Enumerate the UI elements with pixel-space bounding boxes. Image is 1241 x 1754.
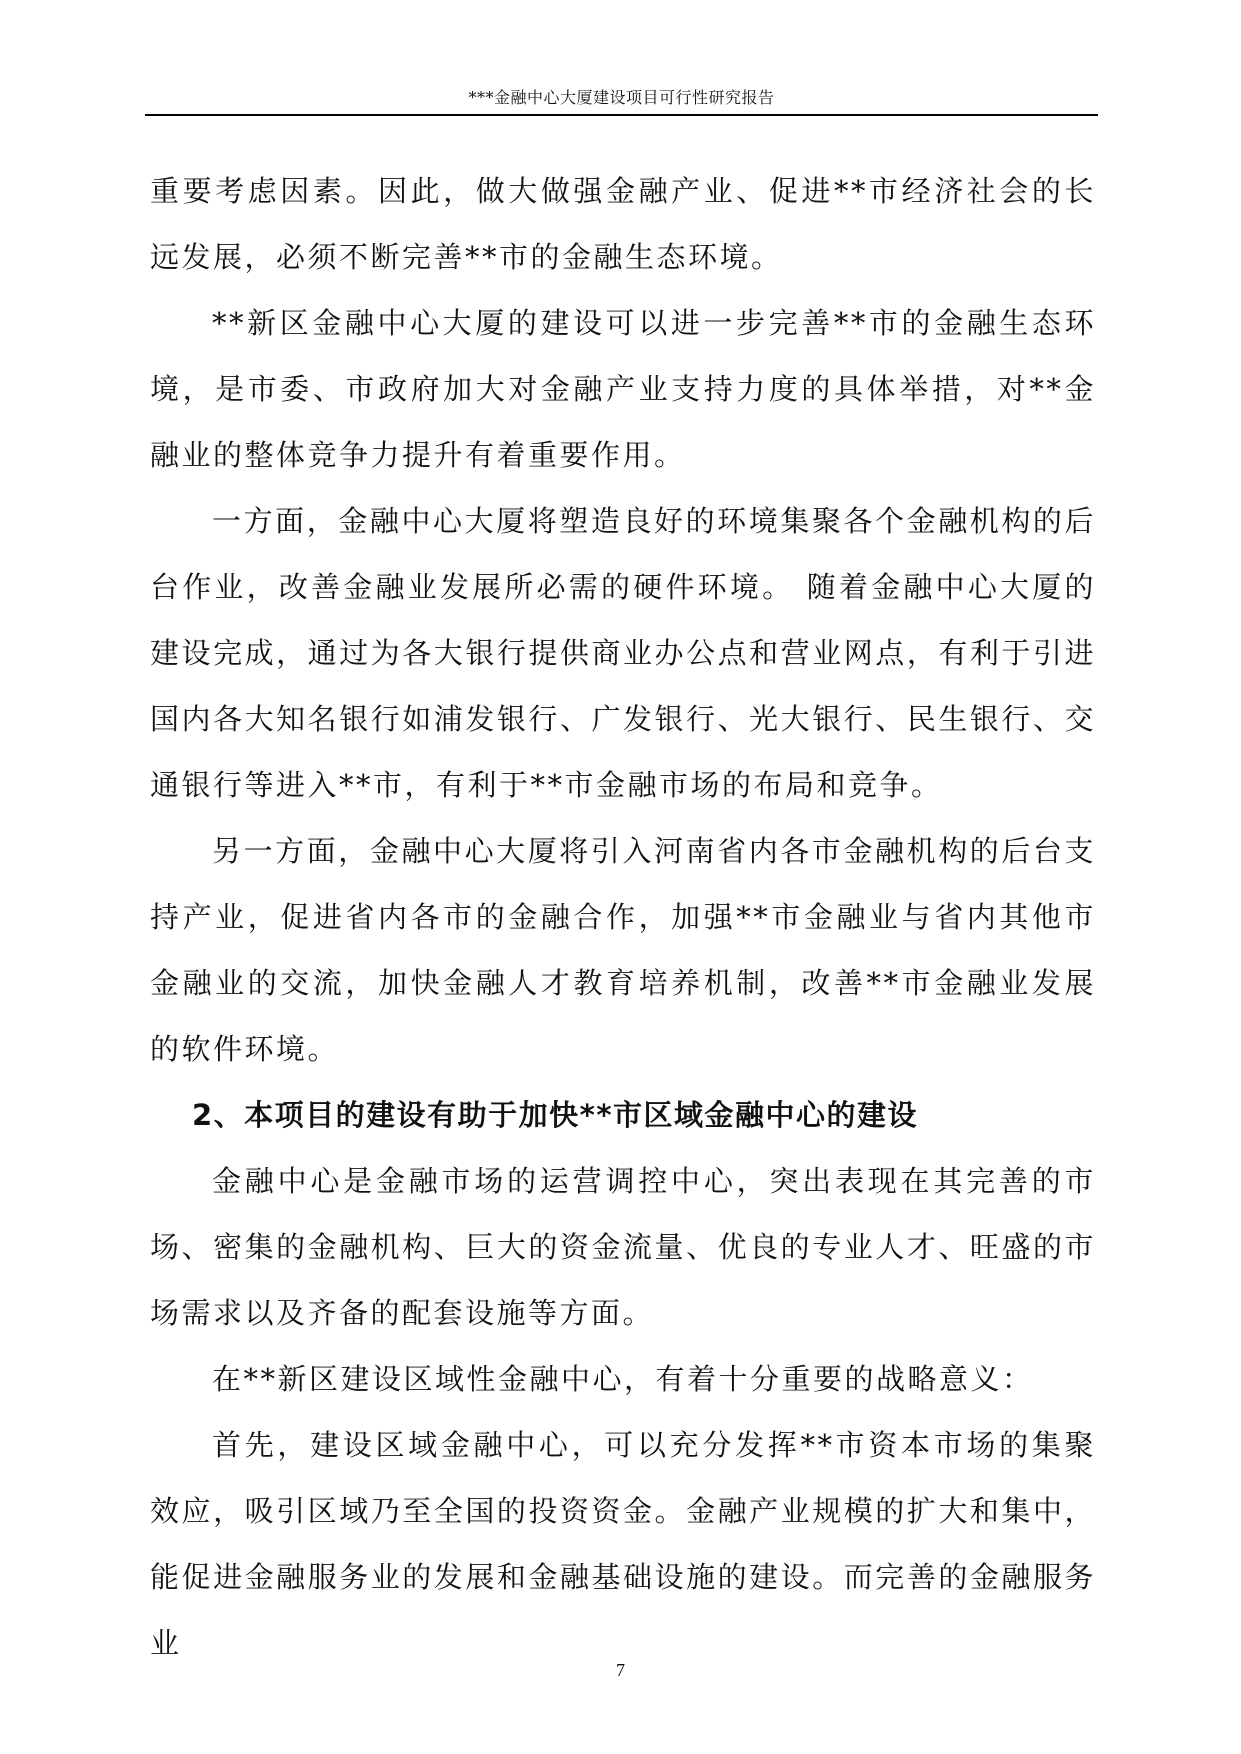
running-header: ***金融中心大厦建设项目可行性研究报告 [468,88,775,107]
paragraph-continued: 重要考虑因素。因此，做大做强金融产业、促进**市经济社会的长远发展，必须不断完善**市的金融生态环境。 [150,174,1096,274]
paragraph: 在**新区建设区域性金融中心，有着十分重要的战略意义： [212,1362,1034,1396]
section-heading: 2、本项目的建设有助于加快**市区域金融中心的建设 [192,1098,919,1132]
document-body [150,158,1096,1676]
paragraph: 金融中心是金融市场的运营调控中心，突出表现在其完善的市场、密集的金融机构、巨大的资金流量、优良的专业人才、旺盛的市场需求以及齐备的配套设施等方面。 [150,1164,1096,1330]
header-divider [145,114,1098,116]
page-number: 7 [616,1660,625,1680]
paragraph: 另一方面，金融中心大厦将引入河南省内各市金融机构的后台支持产业，促进省内各市的金融合作，加强**市金融业与省内其他市金融业的交流，加快金融人才教育培养机制，改善**市金融业发展的软件环境。 [150,834,1096,1066]
paragraph: 首先，建设区域金融中心，可以充分发挥**市资本市场的集聚效应，吸引区域乃至全国的投资资金。金融产业规模的扩大和集中，能促进金融服务业的发展和金融基础设施的建设。而完善的金融服务业 [150,1428,1096,1660]
paragraph: **新区金融中心大厦的建设可以进一步完善**市的金融生态环境，是市委、市政府加大对金融产业支持力度的具体举措，对**金融业的整体竞争力提升有着重要作用。 [150,306,1096,472]
paragraph: 一方面，金融中心大厦将塑造良好的环境集聚各个金融机构的后台作业，改善金融业发展所必需的硬件环境。 随着金融中心大厦的建设完成，通过为各大银行提供商业办公点和营业网点，有利于引进国内各大知名银行如浦发银行、广发银行、光大银行、民生银行、交通银行等进入**市，有利于**市金融市场的布局和竞争。 [150,504,1096,802]
